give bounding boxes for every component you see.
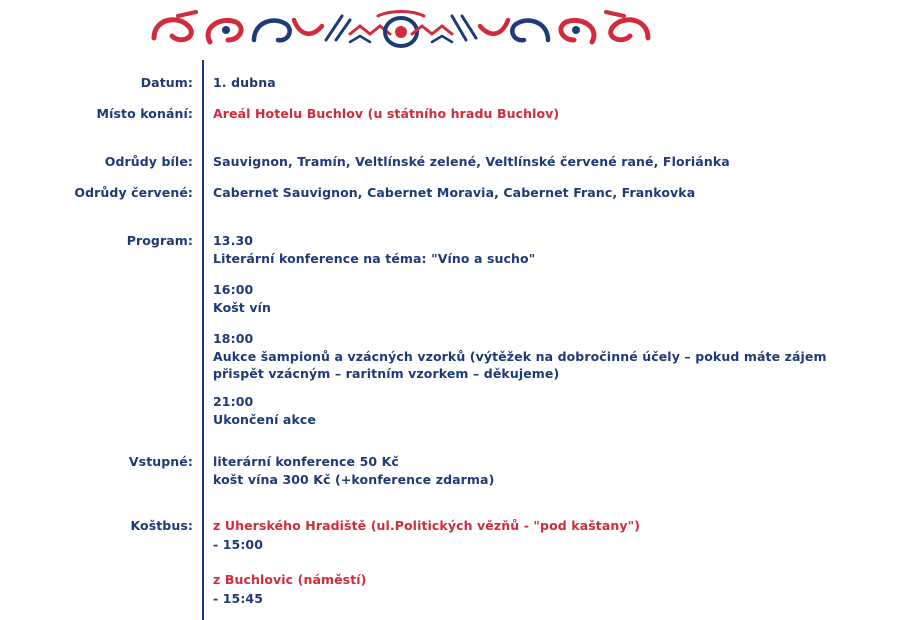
admission-line-2: košt vína 300 Kč (+konference zdarma)	[213, 472, 495, 487]
bus-stop-2: z Buchlovic (náměstí)	[213, 572, 367, 587]
white-varieties-value: Sauvignon, Tramín, Veltlínské zelené, Veltlínské červené rané, Floriánka	[213, 154, 730, 169]
program-text-3: Aukce šampionů a vzácných vzorků (výtěžek na dobročinné účely – pokud máte zájem přispět vzácným – raritním vzorkem – děkujeme)	[213, 349, 827, 381]
date-label: Datum:	[140, 75, 193, 90]
bus-stop-1: z Uherského Hradiště (ul.Politických vězňů - "pod kaštany")	[213, 518, 641, 533]
venue-label: Místo konání:	[96, 106, 193, 121]
admission-line-1: literární konference 50 Kč	[213, 454, 399, 469]
date-value: 1. dubna	[213, 75, 276, 90]
program-text-2: Košt vín	[213, 300, 271, 315]
bus-time-1: - 15:00	[213, 537, 264, 552]
red-varieties-value: Cabernet Sauvignon, Cabernet Moravia, Cabernet Franc, Frankovka	[213, 185, 696, 200]
venue-value: Areál Hotelu Buchlov (u státního hradu Buchlov)	[213, 106, 560, 121]
bus-time-2: - 15:45	[213, 591, 264, 606]
program-label: Program:	[126, 233, 193, 248]
program-time-3: 18:00	[213, 331, 254, 346]
program-text-1: Literární konference na téma: "Víno a sucho"	[213, 251, 536, 266]
admission-label: Vstupné:	[128, 454, 193, 469]
folk-ornament-icon	[150, 8, 652, 52]
program-time-4: 21:00	[213, 394, 254, 409]
white-varieties-label: Odrůdy bíle:	[104, 154, 193, 169]
vertical-divider	[202, 60, 204, 620]
bus-label: Koštbus:	[130, 518, 193, 533]
program-text-4: Ukončení akce	[213, 412, 316, 427]
red-varieties-label: Odrůdy červené:	[74, 185, 193, 200]
program-time-1: 13.30	[213, 233, 254, 248]
program-time-2: 16:00	[213, 282, 254, 297]
